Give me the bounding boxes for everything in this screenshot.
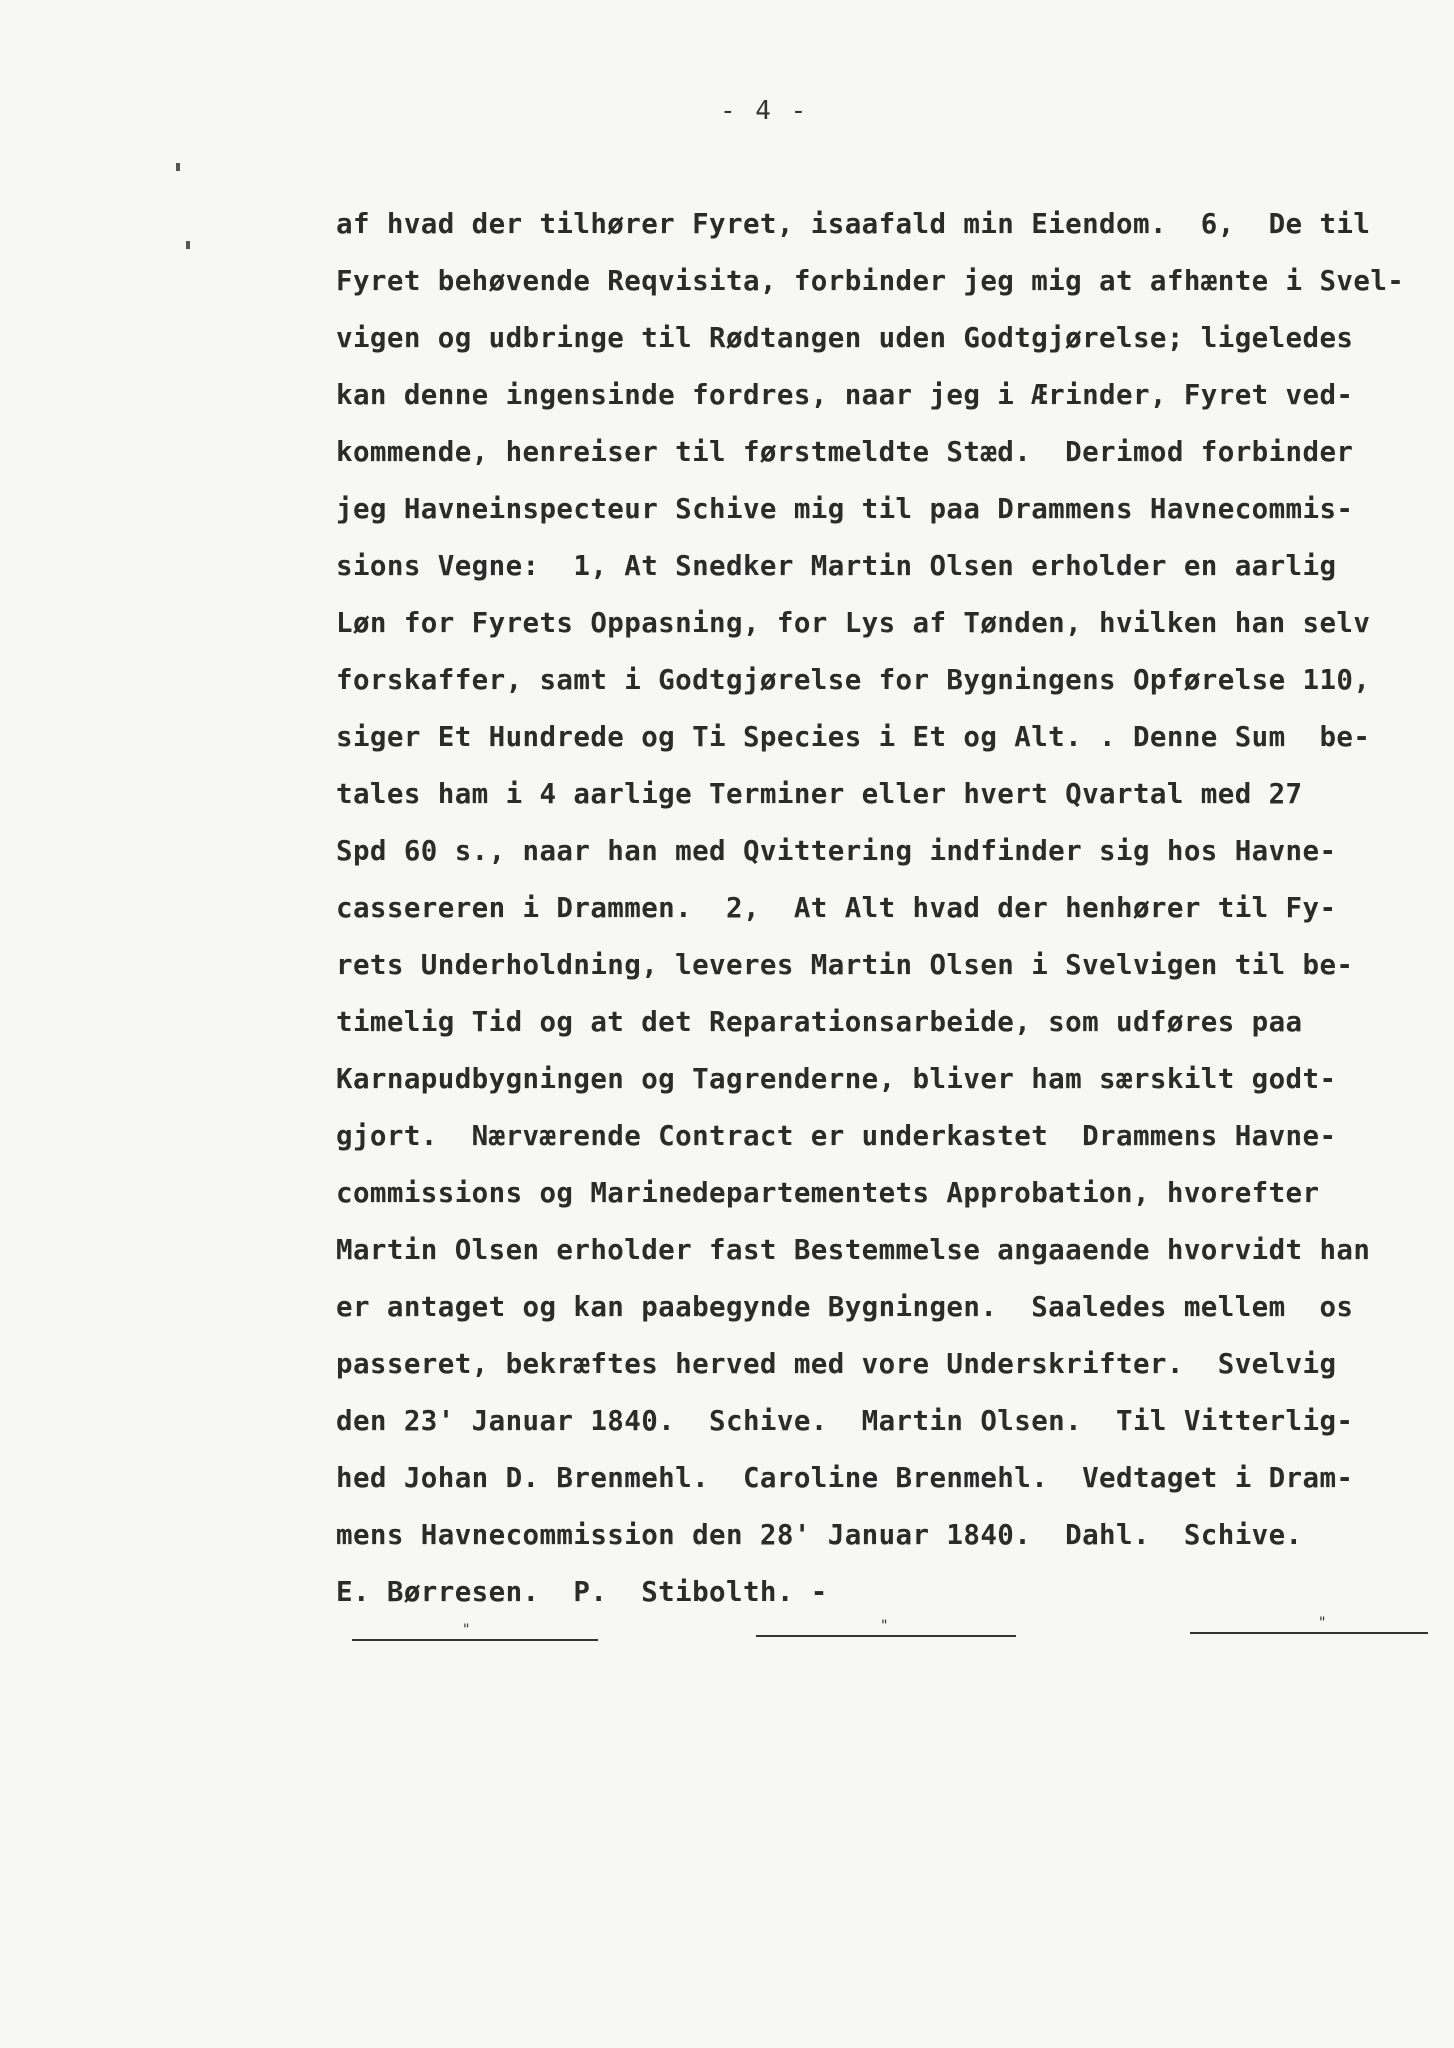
text-line: Karnapudbygningen og Tagrenderne, bliver ham særskilt godt- [336, 1063, 1337, 1095]
margin-mark [186, 241, 190, 249]
text-line: forskaffer, samt i Godtgjørelse for Bygningens Opførelse 110, [336, 664, 1371, 696]
text-line: commissions og Marinedepartementets Approbation, hvorefter [336, 1177, 1320, 1209]
text-line: kommende, henreiser til førstmeldte Stæd. Derimod forbinder [336, 436, 1354, 468]
text-line: kan denne ingensinde fordres, naar jeg i Ærinder, Fyret ved- [336, 379, 1354, 411]
text-line: er antaget og kan paabegynde Bygningen. Saaledes mellem os [336, 1291, 1354, 1323]
text-line: rets Underholdning, leveres Martin Olsen i Svelvigen til be- [336, 949, 1354, 981]
text-line: den 23' Januar 1840. Schive. Martin Olsen. Til Vitterlig- [336, 1405, 1354, 1437]
ditto-mark: " [880, 1618, 889, 1634]
text-line: sions Vegne: 1, At Snedker Martin Olsen erholder en aarlig [336, 550, 1337, 582]
contract-text [336, 196, 1446, 1621]
text-line: gjort. Nærværende Contract er underkastet Drammens Havne- [336, 1120, 1337, 1152]
text-line: siger Et Hundrede og Ti Species i Et og Alt. . Denne Sum be- [336, 721, 1371, 753]
text-line: mens Havnecommission den 28' Januar 1840. Dahl. Schive. [336, 1519, 1303, 1551]
text-line: hed Johan D. Brenmehl. Caroline Brenmehl. Vedtaget i Dram- [336, 1462, 1354, 1494]
text-line: tales ham i 4 aarlige Terminer eller hvert Qvartal med 27 [336, 778, 1303, 810]
ditto-mark: " [1318, 1615, 1327, 1631]
separator-line [352, 1639, 598, 1641]
text-line: Martin Olsen erholder fast Bestemmelse angaaende hvorvidt han [336, 1234, 1371, 1266]
text-line: vigen og udbringe til Rødtangen uden Godtgjørelse; ligeledes [336, 322, 1354, 354]
ditto-mark: " [462, 1622, 471, 1638]
text-line: af hvad der tilhører Fyret, isaafald min Eiendom. 6, De til [336, 208, 1371, 240]
text-line: timelig Tid og at det Reparationsarbeide, som udføres paa [336, 1006, 1303, 1038]
text-line: E. Børresen. P. Stibolth. - [336, 1576, 828, 1608]
separator-line [756, 1635, 1016, 1637]
page-number: - 4 - [720, 96, 809, 126]
margin-mark [176, 163, 180, 171]
text-line: passeret, bekræftes herved med vore Underskrifter. Svelvig [336, 1348, 1337, 1380]
text-line: Fyret behøvende Reqvisita, forbinder jeg mig at afhænte i Svel- [336, 265, 1405, 297]
text-line: Løn for Fyrets Oppasning, for Lys af Tønden, hvilken han selv [336, 607, 1371, 639]
separator-line [1190, 1632, 1428, 1634]
text-line: cassereren i Drammen. 2, At Alt hvad der henhører til Fy- [336, 892, 1337, 924]
text-line: Spd 60 s., naar han med Qvittering indfinder sig hos Havne- [336, 835, 1337, 867]
text-line: jeg Havneinspecteur Schive mig til paa Drammens Havnecommis- [336, 493, 1354, 525]
